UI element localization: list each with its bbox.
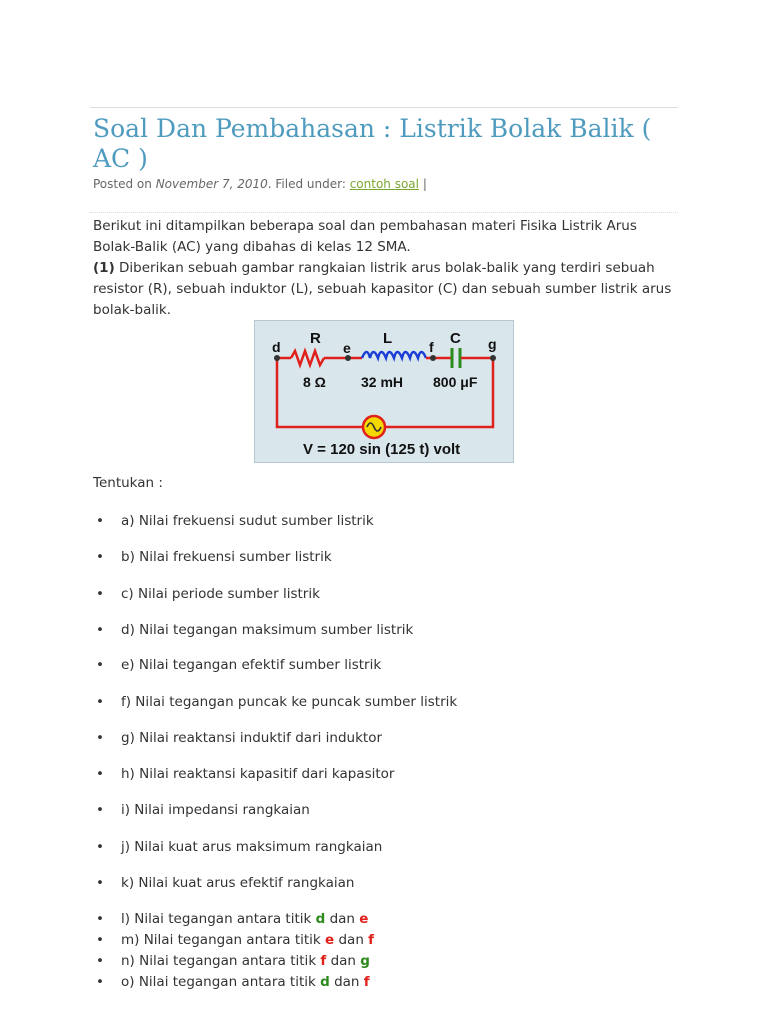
node-d-dot bbox=[274, 355, 280, 361]
bullet-icon: • bbox=[96, 730, 104, 746]
bullet-icon: • bbox=[96, 953, 104, 969]
question-number: (1) bbox=[93, 260, 115, 276]
intro-paragraph bbox=[93, 216, 673, 321]
list-item: • n) Nilai tegangan antara titik f dan g bbox=[96, 953, 370, 969]
list-item: • m) Nilai tegangan antara titik e dan f bbox=[96, 932, 375, 948]
node-g-dot bbox=[490, 355, 496, 361]
source-equation: V = 120 sin (125 t) volt bbox=[303, 441, 461, 458]
list-item: • c) Nilai periode sumber listrik bbox=[96, 586, 320, 602]
list-item: • o) Nilai tegangan antara titik d dan f bbox=[96, 974, 370, 990]
wire-loop-right bbox=[385, 358, 493, 427]
posted-on-label: Posted on bbox=[93, 177, 152, 191]
bullet-icon: • bbox=[96, 911, 104, 927]
intro-text: Berikut ini ditampilkan beberapa soal dan pembahasan materi Fisika Listrik Arus Bolak-Balik (AC) yang dibahas di kelas 12 SMA. bbox=[93, 218, 637, 255]
circuit-svg bbox=[255, 321, 513, 462]
bullet-icon: • bbox=[96, 802, 104, 818]
list-item: • h) Nilai reaktansi kapasitif dari kapasitor bbox=[96, 766, 395, 782]
bullet-icon: • bbox=[96, 932, 104, 948]
post-title[interactable]: Soal Dan Pembahasan : Listrik Bolak Balik ( AC ) bbox=[93, 114, 652, 173]
list-item: • e) Nilai tegangan efektif sumber listrik bbox=[96, 657, 382, 673]
bullet-icon: • bbox=[96, 875, 104, 891]
inductor-value: 32 mH bbox=[361, 374, 404, 390]
bullet-icon: • bbox=[96, 622, 104, 638]
inductor-coil bbox=[362, 352, 426, 358]
list-item: • f) Nilai tegangan puncak ke puncak sumber listrik bbox=[96, 694, 458, 710]
list-item: • a) Nilai frekuensi sudut sumber listrik bbox=[96, 513, 374, 529]
meta-divider bbox=[90, 212, 678, 213]
top-divider bbox=[90, 107, 678, 108]
bullet-icon: • bbox=[96, 694, 104, 710]
meta-separator: | bbox=[422, 177, 427, 191]
filed-under-label: . Filed under: bbox=[267, 177, 346, 191]
bullet-icon: • bbox=[96, 974, 104, 990]
list-item: • g) Nilai reaktansi induktif dari induktor bbox=[96, 730, 383, 746]
inductor-symbol: L bbox=[383, 330, 393, 347]
node-f-dot bbox=[430, 355, 436, 361]
bullet-icon: • bbox=[96, 586, 104, 602]
circuit-diagram bbox=[254, 320, 514, 463]
bullet-icon: • bbox=[96, 549, 104, 565]
resistor-value: 8 Ω bbox=[303, 374, 326, 390]
capacitor-symbol: C bbox=[450, 330, 461, 347]
wire-loop bbox=[277, 358, 363, 427]
list-item: • i) Nilai impedansi rangkaian bbox=[96, 802, 310, 818]
list-item: • j) Nilai kuat arus maksimum rangkaian bbox=[96, 839, 383, 855]
bullet-icon: • bbox=[96, 657, 104, 673]
post-date: November 7, 2010 bbox=[155, 177, 268, 191]
bullet-icon: • bbox=[96, 839, 104, 855]
resistor-symbol: R bbox=[310, 330, 321, 347]
category-link[interactable]: contoh soal bbox=[349, 177, 419, 191]
bullet-icon: • bbox=[96, 766, 104, 782]
post-meta bbox=[93, 177, 427, 191]
node-label-f: f bbox=[429, 339, 434, 355]
node-label-d: d bbox=[272, 339, 281, 355]
node-label-g: g bbox=[488, 336, 497, 352]
list-item: • l) Nilai tegangan antara titik d dan e bbox=[96, 911, 369, 927]
tentukan-label: Tentukan : bbox=[93, 475, 163, 491]
resistor bbox=[291, 351, 324, 365]
node-label-e: e bbox=[343, 340, 351, 356]
list-item: • b) Nilai frekuensi sumber listrik bbox=[96, 549, 332, 565]
bullet-icon: • bbox=[96, 513, 104, 529]
list-item: • k) Nilai kuat arus efektif rangkaian bbox=[96, 875, 355, 891]
list-item: • d) Nilai tegangan maksimum sumber listrik bbox=[96, 622, 414, 638]
question-text: Diberikan sebuah gambar rangkaian listrik arus bolak-balik yang terdiri sebuah resistor (R), sebuah induktor (L), sebuah kapasitor (C) dan sebuah sumber listrik arus bolak-balik. bbox=[93, 260, 672, 318]
capacitor-value: 800 μF bbox=[433, 374, 478, 390]
